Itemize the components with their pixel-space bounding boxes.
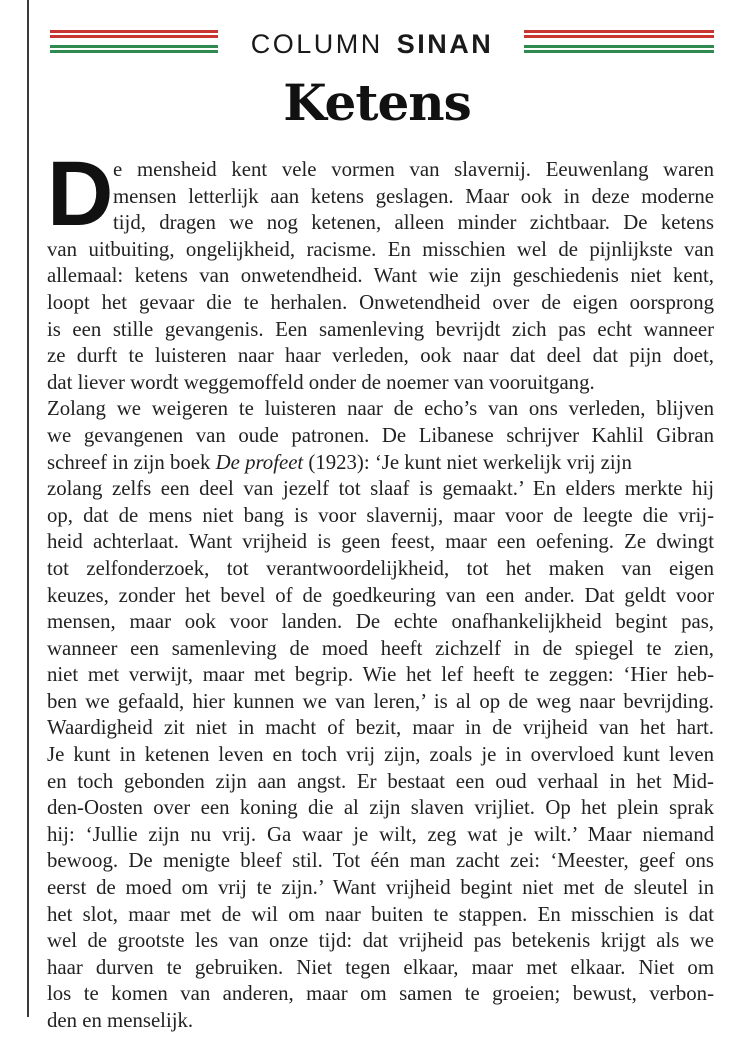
book-title: De profeet [215,450,304,474]
header-stripes-left [50,30,218,56]
body-line: ben we gefaald, hier kunnen we van leren,’ is al op de weg naar bevrijding. [47,689,714,713]
stripe-red [524,30,714,33]
article-body [47,143,714,1035]
body-line: heid achterlaat. Want vrijheid is geen feest, maar een oefening. Ze dwingt [47,530,714,554]
body-segment: schreef in zijn boek [47,450,211,474]
body-line: wel de grootste les van onze tijd: dat vrijheid pas betekenis krijgt als we [47,929,714,953]
left-column-rule [27,0,29,1017]
body-line: hij: ‘Jullie zijn nu vrij. Ga waar je wilt, zeg wat je wilt.’ Maar niemand [47,822,714,846]
body-segment: (1923): ‘Je kunt niet werkelijk vrij zijn [303,450,632,474]
body-line [47,450,714,477]
drop-cap: D [47,143,114,245]
column-author: SINAN [396,29,494,59]
body-line: we gevangenen van oude patronen. De Libanese schrijver Kahlil Gibran [47,423,714,447]
body-line: mensen, maar ook voor landen. De echte onafhankelijkheid begint pas, [47,610,714,634]
body-line: los te komen van anderen, maar om samen te groeien; bewust, verbon- [47,982,714,1006]
body-line: keuzes, zonder het bevel of de goedkeuring van een ander. Dat geldt voor [47,583,714,607]
body-line: dat liever wordt weggemoffeld onder de noemer van vooruitgang. [47,370,595,394]
body-line: op, dat de mens niet bang is voor slavernij, maar voor de leegte die vrij- [47,503,714,527]
body-line: Zolang we weigeren te luisteren naar de echo’s van ons verleden, blijven [47,397,714,421]
article-title: Ketens [283,73,471,132]
body-line: niet met verwijt, maar met begrip. Wie het lef heeft te zeggen: ‘Hier heb- [47,663,714,687]
stripe-white [524,40,714,43]
body-line: Je kunt in ketenen leven en toch vrij zijn, zoals je in overvloed kunt leven [47,743,714,767]
body-line: Waardigheid zit niet in macht of bezit, maar in de vrijheid van het hart. [47,716,714,740]
body-line: het slot, maar met de wil om naar buiten te stappen. En misschien is dat [47,902,714,926]
column-kicker: COLUMN [250,29,383,59]
stripe-red [50,30,218,33]
body-line: tijd, dragen we nog ketenen, alleen minder zichtbaar. De ketens [113,211,714,235]
header-stripes-right [524,30,714,56]
body-line: haar durven te gebruiken. Niet tegen elkaar, maar met elkaar. Niet om [47,955,714,979]
stripe-red [50,35,218,38]
body-line: tot zelfonderzoek, tot verantwoordelijkheid, tot het maken van eigen [47,556,714,580]
body-line: en toch gebonden zijn aan angst. Er bestaat een oud verhaal in het Mid- [47,769,714,793]
body-line: mensen letterlijk aan ketens geslagen. Maar ook in deze moderne [113,184,714,208]
body-line: van uitbuiting, ongelijkheid, racisme. En misschien wel de pijnlijkste van [47,237,714,261]
body-line: allemaal: ketens van onwetendheid. Want wie zijn geschiedenis niet kent, [47,264,714,288]
stripe-green [50,50,218,53]
body-line: eerst de moed om vrij te zijn.’ Want vrijheid begint niet met de sleutel in [47,876,714,900]
stripe-white [50,40,218,43]
stripe-green [50,45,218,48]
stripe-green [524,50,714,53]
stripe-green [524,45,714,48]
body-line: wanneer een samenleving de moed heeft zichzelf in de spiegel te zien, [47,636,714,660]
column-header [50,26,714,62]
body-line: ze durft te luisteren naar haar verleden, ook naar dat deel dat pijn doet, [47,344,714,368]
stripe-red [524,35,714,38]
body-line: loopt het gevaar die te herhalen. Onwetendheid over de eigen oorsprong [47,290,714,314]
body-line: zolang zelfs een deel van jezelf tot slaaf is gemaakt.’ En elders merkte hij [47,477,714,501]
body-line: is een stille gevangenis. Een samenleving bevrijdt zich pas echt wanneer [47,317,714,341]
body-line: den en menselijk. [47,1009,194,1032]
body-line: e mensheid kent vele vormen van slavernij. Eeuwenlang waren [113,158,714,181]
body-line: den-Oosten over een koning die al zijn slaven vrijliet. Op het plein sprak [47,796,714,820]
column-label [220,26,524,62]
body-line: bewoog. De menigte bleef stil. Tot één man zacht zei: ‘Meester, geef ons [47,849,714,873]
